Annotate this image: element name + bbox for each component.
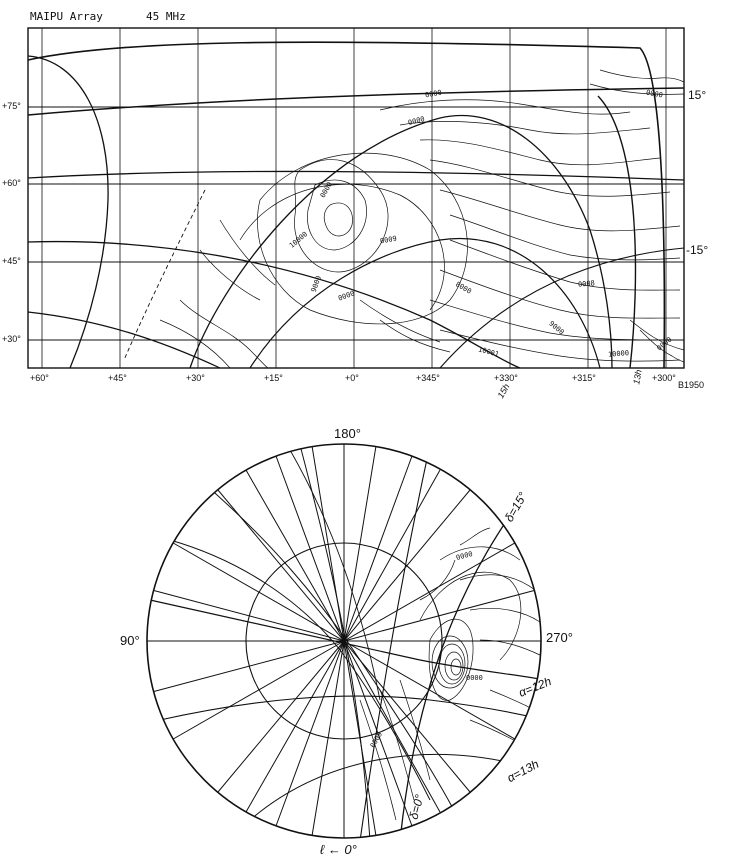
contour-label: 0008 — [577, 279, 596, 289]
contour-label: 0000 — [337, 289, 356, 303]
radial-line — [344, 540, 520, 641]
x-tick-label: +0° — [345, 373, 359, 383]
radial-line — [246, 470, 344, 641]
radial-line — [344, 456, 412, 641]
contour-label: 10001 — [477, 345, 500, 359]
y-tick-label: +75° — [2, 101, 21, 111]
contour-label: 0000 — [318, 180, 335, 200]
declination-curve — [400, 500, 520, 841]
hour-label: 13h — [631, 368, 644, 386]
contour-label: 0009 — [368, 730, 385, 750]
contour-label: 10000 — [287, 230, 310, 250]
contour-label: 0000 — [455, 549, 474, 563]
contour-label: 0009 — [379, 234, 398, 246]
y-tick-label: +30° — [2, 334, 21, 344]
epoch-label: B1950 — [678, 380, 705, 390]
y-tick-label: +60° — [2, 178, 21, 188]
radial-line — [168, 641, 344, 742]
contour-label: 9000 — [547, 319, 566, 337]
x-tick-label: +345° — [416, 373, 440, 383]
hour-curve — [160, 696, 545, 720]
radial-line — [344, 490, 470, 641]
declination-label: δ=0° — [406, 793, 427, 821]
x-tick-label: +60° — [30, 373, 49, 383]
galactic-longitude-label: ℓ ← 0° — [320, 842, 357, 857]
contour-label: 8000 — [454, 280, 473, 296]
radial-line — [152, 590, 344, 641]
x-tick-label: +15° — [264, 373, 283, 383]
radial-line — [276, 641, 344, 826]
frequency-label: 45 MHz — [146, 10, 186, 23]
declination-label: δ=15° — [501, 489, 530, 525]
map-title: MAIPU Array — [30, 10, 103, 23]
x-tick-label: +30° — [186, 373, 205, 383]
radial-line — [152, 641, 344, 692]
ra-label: α=13h — [504, 756, 542, 786]
radial-line — [344, 590, 536, 641]
radial-line — [218, 490, 344, 641]
contour-label: 0000 — [655, 335, 674, 353]
contour-label: 0000 — [645, 88, 664, 100]
radial-line — [168, 540, 344, 641]
radial-line — [246, 641, 344, 812]
azimuth-label-top: 180° — [334, 426, 361, 441]
right-declination-label: 15° — [688, 88, 707, 102]
x-tick-label: +45° — [108, 373, 127, 383]
right-declination-label: -15° — [686, 243, 709, 257]
x-tick-label: +300° — [652, 373, 676, 383]
contour-label: 9000 — [309, 274, 324, 294]
radial-line — [218, 641, 344, 792]
x-tick-label: +330° — [494, 373, 518, 383]
ra-label: α=12h — [516, 674, 554, 700]
y-tick-label: +45° — [2, 256, 21, 266]
azimuth-label-right: 270° — [546, 630, 573, 645]
azimuth-label-left: 90° — [120, 633, 140, 648]
hour-curve — [200, 480, 470, 841]
contour-label: 10000 — [607, 349, 630, 359]
contour-label: 0000 — [424, 88, 443, 100]
contour-label: 0000 — [407, 114, 426, 128]
declination-curve — [360, 445, 430, 841]
contour-label: 0000 — [466, 674, 483, 682]
x-tick-label: +315° — [572, 373, 596, 383]
hour-label: 15h — [495, 381, 512, 401]
hour-curve — [290, 450, 380, 700]
